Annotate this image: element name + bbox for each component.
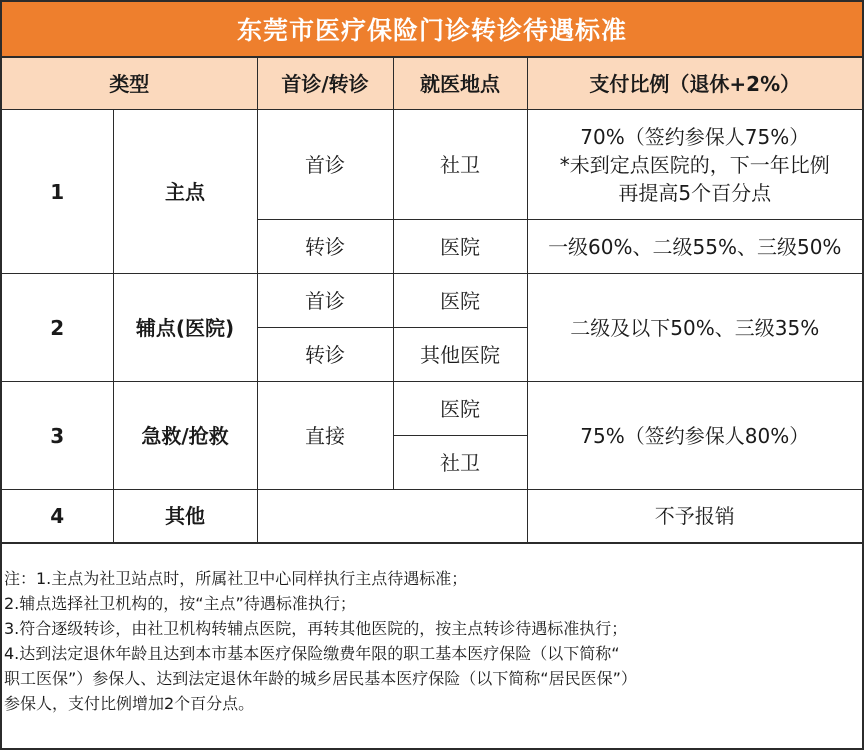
- pay-line: *未到定点医院的，下一年比例: [559, 152, 830, 177]
- row-number: 2: [2, 274, 113, 382]
- visit-cell: 转诊: [257, 328, 393, 382]
- place-cell: 医院: [393, 274, 527, 328]
- note-line: 参保人，支付比例增加2个百分点。: [4, 694, 255, 713]
- row-number: 4: [2, 490, 113, 543]
- pay-line: 70%（签约参保人75%）: [580, 124, 810, 149]
- row-number: 1: [2, 110, 113, 274]
- header-pay: 支付比例（退休+2%）: [527, 58, 862, 110]
- note-line: 注：1.主点为社卫站点时，所属社卫中心同样执行主点待遇标准；: [4, 569, 468, 588]
- row-number: 3: [2, 382, 113, 490]
- pay-cell: 75%（签约参保人80%）: [527, 382, 862, 490]
- page-title: 东莞市医疗保险门诊转诊待遇标准: [2, 2, 862, 58]
- place-cell: 医院: [393, 220, 527, 274]
- visit-cell: 首诊: [257, 274, 393, 328]
- place-cell: 社卫: [393, 436, 527, 490]
- place-cell: 其他医院: [393, 328, 527, 382]
- note-line: 3.符合逐级转诊，由社卫机构转辅点医院，再转其他医院的，按主点转诊待遇标准执行；: [4, 619, 628, 638]
- table-row: [2, 110, 862, 220]
- row-type: 急救/抢救: [113, 382, 257, 490]
- note-line: 职工医保”）参保人、达到法定退休年龄的城乡居民基本医疗保险（以下简称“居民医保”）: [4, 669, 637, 688]
- header-place: 就医地点: [393, 58, 527, 110]
- row-type: 主点: [113, 110, 257, 274]
- pay-cell: 不予报销: [527, 490, 862, 543]
- table-row: [2, 490, 862, 543]
- table-row: [2, 274, 862, 328]
- visit-place-cell: [257, 490, 527, 543]
- note-line: 2.辅点选择社卫机构的，按“主点”待遇标准执行；: [4, 594, 356, 613]
- place-cell: 医院: [393, 382, 527, 436]
- visit-cell: 直接: [257, 382, 393, 490]
- table-row: [2, 382, 862, 436]
- place-cell: 社卫: [393, 110, 527, 220]
- pay-line: 再提高5个百分点: [618, 180, 772, 205]
- header-row: [2, 58, 862, 110]
- standard-table: [2, 58, 862, 543]
- notes-block: [2, 543, 862, 716]
- note-line: 4.达到法定退休年龄且达到本市基本医疗保险缴费年限的职工基本医疗保险（以下简称“: [4, 644, 620, 663]
- header-type: 类型: [2, 58, 257, 110]
- visit-cell: 转诊: [257, 220, 393, 274]
- row-type: 其他: [113, 490, 257, 543]
- pay-cell: 二级及以下50%、三级35%: [527, 274, 862, 382]
- pay-cell: [527, 110, 862, 220]
- visit-cell: 首诊: [257, 110, 393, 220]
- header-visit: 首诊/转诊: [257, 58, 393, 110]
- pay-cell: 一级60%、二级55%、三级50%: [527, 220, 862, 274]
- row-type: 辅点(医院): [113, 274, 257, 382]
